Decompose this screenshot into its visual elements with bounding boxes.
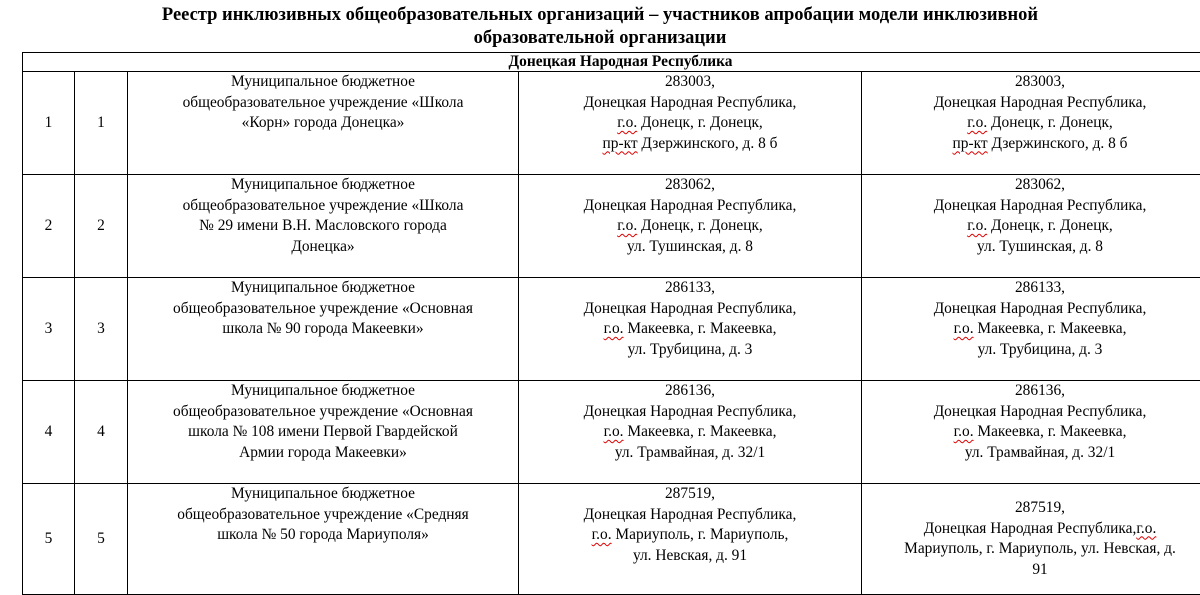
table-row <box>23 484 1200 595</box>
address-republic: Донецкая Народная Республика, <box>521 299 859 320</box>
address-street-rest: ул. Трубицина, д. 3 <box>628 341 753 358</box>
address-republic: Донецкая Народная Республика, <box>864 299 1200 320</box>
table-row <box>23 72 1200 175</box>
row-sub-number: 5 <box>75 484 128 595</box>
address-city-rest: Донецк, г. Донецк, <box>637 217 763 234</box>
address-street <box>521 340 859 361</box>
address-street-rest: ул. Трамвайная, д. 32/1 <box>615 444 765 461</box>
address-legal-cell <box>862 175 1200 278</box>
address-zip: 287519, <box>864 498 1200 519</box>
region-header: Донецкая Народная Республика <box>23 53 1200 72</box>
address-city-abbr: г.о. <box>954 320 974 337</box>
address-republic: Донецкая Народная Республика, <box>521 196 859 217</box>
address-city-abbr: г.о. <box>967 114 987 131</box>
address-city-rest: Донецк, г. Донецк, <box>987 217 1113 234</box>
address-zip: 286133, <box>864 278 1200 299</box>
address-street-abbr: пр-кт <box>953 135 988 152</box>
address-zip: 286136, <box>521 381 859 402</box>
organization-name-line: Муниципальное бюджетное <box>130 72 516 93</box>
address-city-rest: Макеевка, г. Макеевка, <box>974 423 1127 440</box>
document-title <box>0 4 1200 50</box>
address-city-street: Мариуполь, г. Мариуполь, ул. Невская, д. <box>864 539 1200 560</box>
address-street <box>521 134 859 155</box>
address-zip: 286136, <box>864 381 1200 402</box>
row-number: 2 <box>23 175 75 278</box>
region-row <box>23 53 1200 72</box>
address-house: 91 <box>864 560 1200 581</box>
address-street-rest: ул. Тушинская, д. 8 <box>977 238 1103 255</box>
organization-name-line: «Корн» города Донецка» <box>130 113 516 134</box>
address-street <box>864 134 1200 155</box>
title-line-1: Реестр инклюзивных общеобразовательных организаций – участников апробации модели инклюзивной <box>70 4 1130 27</box>
organization-name-line: Муниципальное бюджетное <box>130 175 516 196</box>
organization-name-line: школа № 50 города Мариуполя» <box>130 525 516 546</box>
address-actual-cell <box>519 72 862 175</box>
table-row <box>23 175 1200 278</box>
address-city-rest: Мариуполь, г. Мариуполь, <box>612 526 789 543</box>
address-city-rest: Донецк, г. Донецк, <box>987 114 1113 131</box>
address-city-abbr: г.о. <box>604 423 624 440</box>
organization-name-line: общеобразовательное учреждение «Средняя <box>130 505 516 526</box>
organization-name-line: Армии города Макеевки» <box>130 443 516 464</box>
organization-name-line: № 29 имени В.Н. Масловского города <box>130 216 516 237</box>
address-legal-cell <box>862 278 1200 381</box>
row-number: 1 <box>23 72 75 175</box>
table-row <box>23 381 1200 484</box>
organization-name-line: общеобразовательное учреждение «Основная <box>130 402 516 423</box>
address-zip: 283003, <box>521 72 859 93</box>
table-row <box>23 278 1200 381</box>
address-legal-cell <box>862 484 1200 595</box>
organization-name-cell <box>128 484 519 595</box>
address-republic: Донецкая Народная Республика, <box>521 402 859 423</box>
address-zip: 283062, <box>864 175 1200 196</box>
row-sub-number: 2 <box>75 175 128 278</box>
address-city-rest: Макеевка, г. Макеевка, <box>974 320 1127 337</box>
address-actual-cell <box>519 175 862 278</box>
address-zip: 283003, <box>864 72 1200 93</box>
address-street <box>864 340 1200 361</box>
address-city-abbr: г.о. <box>954 423 974 440</box>
address-city-abbr: г.о. <box>604 320 624 337</box>
address-republic-text: Донецкая Народная Республика, <box>924 520 1137 537</box>
organization-name-line: Муниципальное бюджетное <box>130 278 516 299</box>
address-city <box>864 113 1200 134</box>
address-city-abbr: г.о. <box>1136 520 1156 537</box>
organization-name-line: общеобразовательное учреждение «Школа <box>130 93 516 114</box>
address-street-abbr: пр-кт <box>603 135 638 152</box>
organization-name-line: общеобразовательное учреждение «Основная <box>130 299 516 320</box>
address-street <box>521 546 859 567</box>
address-street <box>521 237 859 258</box>
address-republic: Донецкая Народная Республика, <box>864 196 1200 217</box>
organization-name-cell <box>128 278 519 381</box>
address-republic: Донецкая Народная Республика, <box>864 402 1200 423</box>
organization-name-cell <box>128 175 519 278</box>
row-number: 4 <box>23 381 75 484</box>
address-zip: 286133, <box>521 278 859 299</box>
address-zip: 283062, <box>521 175 859 196</box>
organization-name-line: общеобразовательное учреждение «Школа <box>130 196 516 217</box>
address-street-rest: Дзержинского, д. 8 б <box>988 135 1128 152</box>
address-city-abbr: г.о. <box>592 526 612 543</box>
row-sub-number: 4 <box>75 381 128 484</box>
organization-name-line: школа № 90 города Макеевки» <box>130 319 516 340</box>
address-city <box>864 422 1200 443</box>
address-street-rest: ул. Тушинская, д. 8 <box>627 238 753 255</box>
title-line-2: образовательной организации <box>70 27 1130 50</box>
address-city <box>864 319 1200 340</box>
address-street <box>521 443 859 464</box>
address-city-rest: Макеевка, г. Макеевка, <box>624 423 777 440</box>
address-actual-cell <box>519 278 862 381</box>
address-street-rest: ул. Невская, д. 91 <box>633 547 747 564</box>
address-street <box>864 443 1200 464</box>
address-city-rest: Макеевка, г. Макеевка, <box>624 320 777 337</box>
organization-name-line: школа № 108 имени Первой Гвардейской <box>130 422 516 443</box>
row-number: 3 <box>23 278 75 381</box>
row-sub-number: 1 <box>75 72 128 175</box>
address-city <box>521 113 859 134</box>
address-city-rest: Донецк, г. Донецк, <box>637 114 763 131</box>
organization-name-cell <box>128 381 519 484</box>
address-street <box>864 237 1200 258</box>
organization-name-line: Муниципальное бюджетное <box>130 381 516 402</box>
row-number: 5 <box>23 484 75 595</box>
address-city-abbr: г.о. <box>967 217 987 234</box>
row-sub-number: 3 <box>75 278 128 381</box>
address-street-rest: Дзержинского, д. 8 б <box>638 135 778 152</box>
address-city-abbr: г.о. <box>617 217 637 234</box>
address-city <box>521 319 859 340</box>
address-city <box>864 216 1200 237</box>
address-actual-cell <box>519 484 862 595</box>
address-legal-cell <box>862 72 1200 175</box>
organization-name-line: Донецка» <box>130 237 516 258</box>
address-republic: Донецкая Народная Республика, <box>521 93 859 114</box>
address-street-rest: ул. Трубицина, д. 3 <box>978 341 1103 358</box>
address-actual-cell <box>519 381 862 484</box>
registry-table <box>22 52 1200 595</box>
address-legal-cell <box>862 381 1200 484</box>
address-city <box>521 216 859 237</box>
address-republic <box>864 519 1200 540</box>
address-street-rest: ул. Трамвайная, д. 32/1 <box>965 444 1115 461</box>
address-republic: Донецкая Народная Республика, <box>864 93 1200 114</box>
address-city <box>521 525 859 546</box>
organization-name-line: Муниципальное бюджетное <box>130 484 516 505</box>
address-zip: 287519, <box>521 484 859 505</box>
organization-name-cell <box>128 72 519 175</box>
address-city-abbr: г.о. <box>617 114 637 131</box>
address-city <box>521 422 859 443</box>
address-republic: Донецкая Народная Республика, <box>521 505 859 526</box>
